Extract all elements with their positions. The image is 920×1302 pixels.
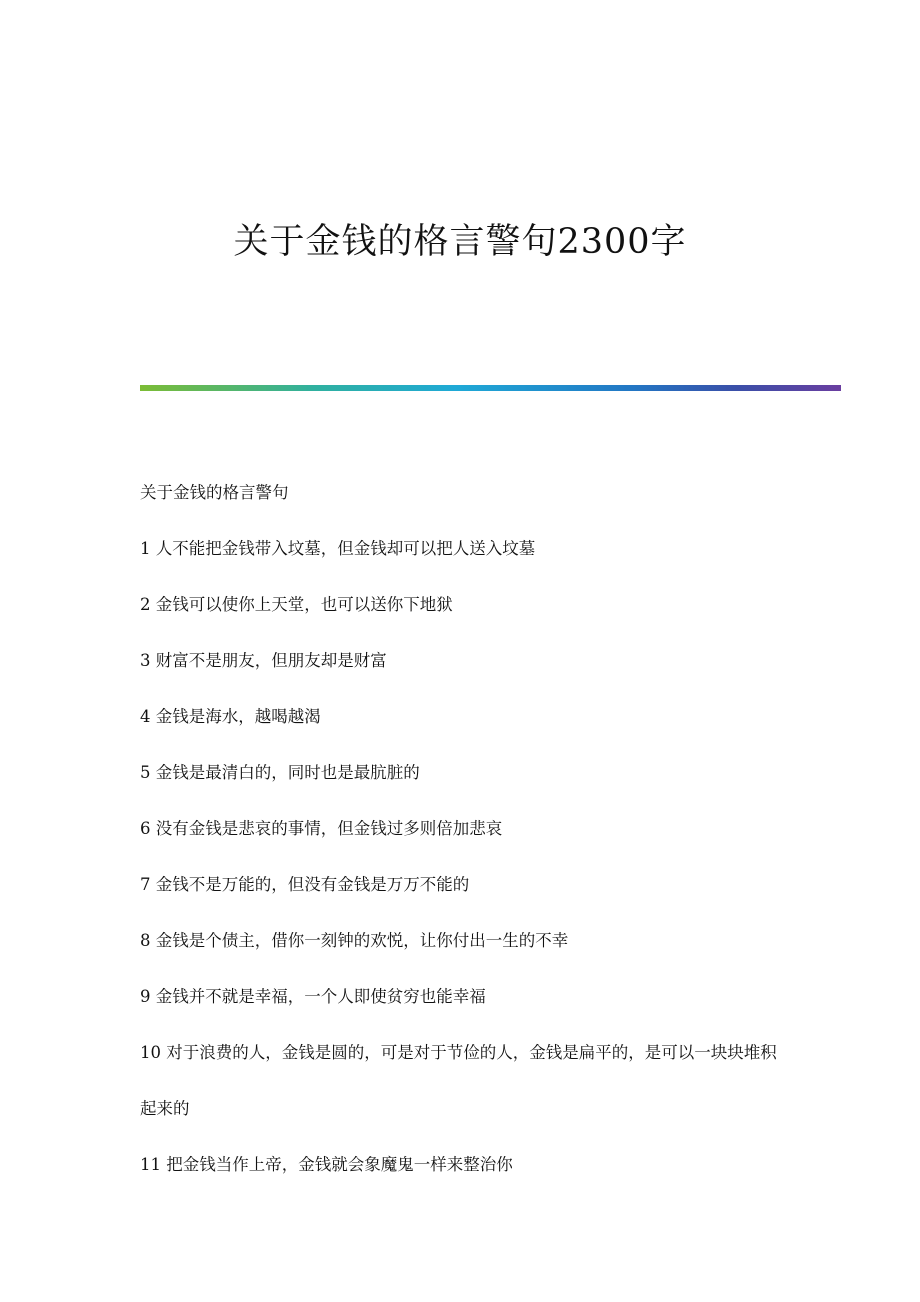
- gradient-divider: [140, 385, 841, 391]
- quote-item: 7 金钱不是万能的，但没有金钱是万万不能的: [140, 875, 470, 894]
- quote-item: 5 金钱是最清白的，同时也是最肮脏的: [140, 763, 420, 782]
- document-body: [140, 465, 790, 1193]
- quote-item: 3 财富不是朋友，但朋友却是财富: [140, 651, 387, 670]
- quote-item: 1 人不能把金钱带入坟墓，但金钱却可以把人送入坟墓: [140, 539, 536, 558]
- quote-item: 9 金钱并不就是幸福，一个人即使贫穷也能幸福: [140, 987, 486, 1006]
- quote-item: 2 金钱可以使你上天堂，也可以送你下地狱: [140, 595, 453, 614]
- quote-item: 8 金钱是个债主，借你一刻钟的欢悦，让你付出一生的不幸: [140, 931, 569, 950]
- section-heading: 关于金钱的格言警句: [140, 483, 289, 502]
- quote-item: 6 没有金钱是悲哀的事情，但金钱过多则倍加悲哀: [140, 819, 503, 838]
- quote-item: 4 金钱是海水，越喝越渴: [140, 707, 321, 726]
- quote-item: 11 把金钱当作上帝，金钱就会象魔鬼一样来整治你: [140, 1155, 513, 1174]
- quote-item: 10 对于浪费的人，金钱是圆的，可是对于节俭的人，金钱是扁平的，是可以一块块堆积起来的: [140, 1043, 777, 1118]
- document-title: 关于金钱的格言警句2300字: [233, 222, 687, 262]
